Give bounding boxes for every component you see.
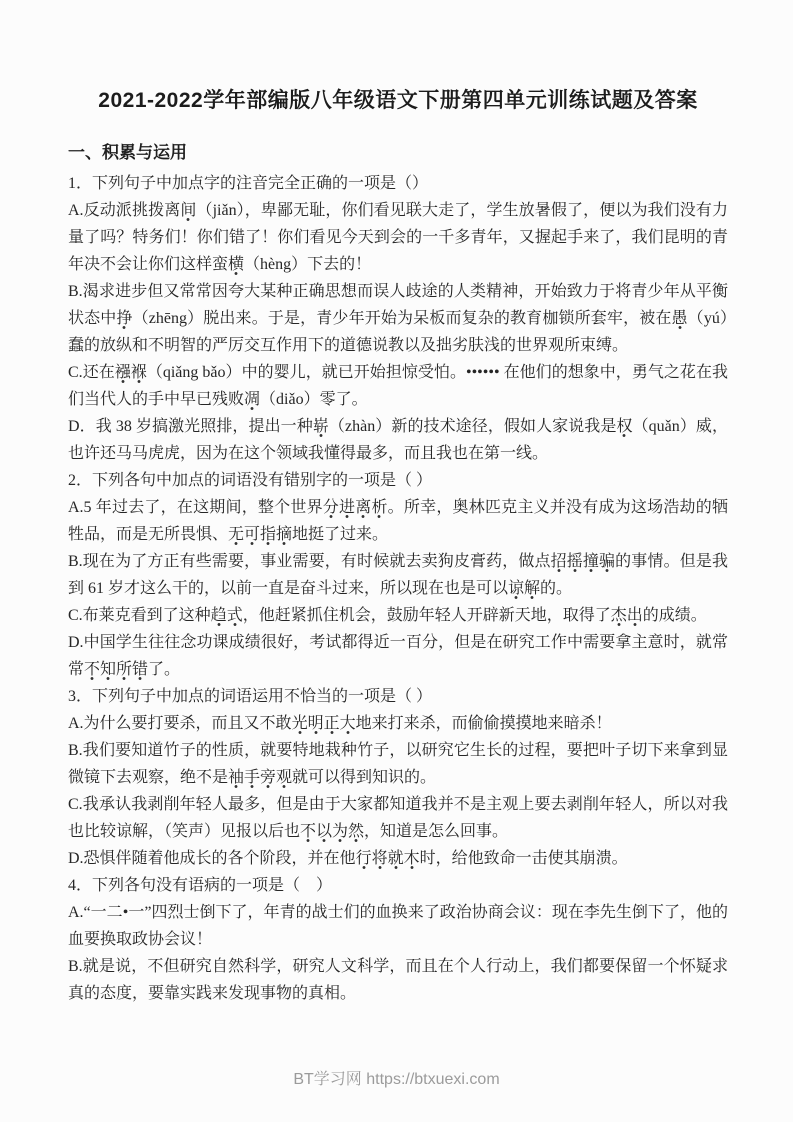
question-2-stem — [68, 467, 728, 494]
emphasized-term: 凋 — [244, 391, 260, 411]
text-run: （zhēng）脱出来。于是，青少年开始为呆板而复杂的教育枷锁所套牢，被在 — [132, 310, 672, 327]
question-1-option-c — [68, 359, 728, 413]
text-run: （quǎn）威，也许还马马虎虎，因为在这个领域我懂得最多，而且我也在第一线。 — [68, 418, 728, 462]
text-run: 。所幸，奥林匹克主义并没有成为这场浩劫的牺牲品，而是无所畏惧、 — [68, 499, 728, 543]
text-run: C.我承认我剥削年轻人最多，但是由于大家都知道我并不是主观上要去剥削年轻人，所以对我也比较谅解，（笑声）见报以后也 — [68, 796, 728, 840]
text-run: A.为什么要打要杀，而且又不敢 — [68, 715, 292, 732]
emphasized-term: 权 — [616, 418, 632, 438]
text-run: 了。 — [148, 661, 181, 678]
question-3-option-d — [68, 845, 728, 872]
question-4-option-a — [68, 899, 728, 953]
emphasized-term: 趋式 — [211, 607, 243, 627]
emphasized-term: 招摇撞骗 — [551, 553, 616, 573]
footer-site-name: BT学习网 — [293, 1071, 362, 1088]
question-3-option-b — [68, 737, 728, 791]
question-2-option-a — [68, 494, 728, 548]
text-run: B.我们要知道竹子的性质，就要特地栽种竹子，以研究它生长的过程，要把叶子切下来拿到显微镜下去观察，绝不是 — [68, 742, 728, 786]
emphasized-term: 间 — [180, 202, 196, 222]
question-3-stem — [68, 683, 728, 710]
footer — [0, 1066, 793, 1089]
text-run: 的成绩。 — [642, 607, 707, 624]
page-title: 2021-2022学年部编版八年级语文下册第四单元训练试题及答案 — [98, 89, 698, 112]
text-run: 时，给他致命一击使其崩溃。 — [419, 850, 628, 867]
emphasized-term: 无可指摘 — [228, 526, 292, 546]
question-list — [68, 170, 728, 1007]
emphasized-term: 光明正大 — [292, 715, 356, 735]
text-run: （jiǎn），卑鄙无耻，你们看见联大走了，学生放暑假了，便以为我们没有力量了吗？特务们！你们错了！你们看见今天到会的一千多青年，又握起手来了，我们昆明的青年决不会让你们这样蛮 — [68, 202, 728, 273]
text-run: 地挺了过来。 — [292, 526, 389, 543]
text-run: A.反动派挑拨离 — [68, 202, 181, 219]
question-2-option-c — [68, 602, 728, 629]
emphasized-term: 横 — [228, 256, 244, 276]
text-run: 的事情。但是我到 61 岁才这么干的，以前一直是奋斗过来，所以现在也是可以 — [68, 553, 728, 597]
question-2-option-b — [68, 548, 728, 602]
question-1-option-a — [68, 197, 728, 278]
text-run: A.5 年过去了，在这期间，整个世界 — [68, 499, 323, 516]
text-run: 2．下列各句中加点的词语没有错别字的一项是（ ） — [68, 472, 433, 489]
text-run: （zhàn）新的技术途径，假如人家说我是 — [328, 418, 617, 435]
text-run: 3．下列句子中加点的词语运用不恰当的一项是（ ） — [68, 688, 433, 705]
text-run: 地来打来杀，而偷偷摸摸地来暗杀！ — [355, 715, 612, 732]
emphasized-term: 崭 — [313, 418, 329, 438]
text-run: B.渴求进步但又常常因夸大某种正确思想而误人歧途的人类精神，开始致力于将青少年从平衡状态中 — [68, 283, 728, 327]
text-run: （qiǎng bǎo）中的婴儿，就已开始担惊受怕。•••••• 在他们的想象中，勇气之花在我们当代人的手中早已残败 — [68, 364, 728, 408]
emphasized-term: 不知所错 — [84, 661, 148, 681]
text-run: A.“一二•一”四烈士倒下了，年青的战士们的血换来了政治协商会议：现在李先生倒下了，他的血要换取政协会议！ — [68, 904, 728, 948]
text-run: C.布莱克看到了这种 — [68, 607, 211, 624]
emphasized-term: 谅解 — [508, 580, 540, 600]
text-run: 就可以得到知识的。 — [292, 769, 437, 786]
emphasized-term: 行将就木 — [356, 850, 420, 870]
text-run: 1．下列句子中加点字的注音完全正确的一项是（） — [68, 175, 429, 192]
question-4-option-b — [68, 953, 728, 1007]
question-1-option-d — [68, 413, 728, 467]
emphasized-term: 不以为然 — [300, 823, 364, 843]
section-heading: 一、积累与运用 — [68, 143, 187, 162]
question-4-stem — [68, 872, 728, 899]
question-3-option-a — [68, 710, 728, 737]
text-run: D．我 38 岁搞激光照排，提出一种 — [68, 418, 313, 435]
text-run: ，他赶紧抓住机会，鼓励年轻人开辟新天地，取得了 — [242, 607, 611, 624]
emphasized-term: 愚 — [672, 310, 688, 330]
emphasized-term: 襁褓 — [115, 364, 147, 384]
text-run: D.恐惧伴随着他成长的各个阶段，并在他 — [68, 850, 356, 867]
emphasized-term: 袖手旁观 — [228, 769, 292, 789]
text-run: 的。 — [540, 580, 573, 597]
text-run: ，知道是怎么回事。 — [364, 823, 509, 840]
question-2-option-d — [68, 629, 728, 683]
text-run: （yú）蠢的放纵和不明智的严厉交互作用下的道德说教以及拙劣肤浅的世界观所束缚。 — [68, 310, 728, 354]
emphasized-term: 杰出 — [611, 607, 643, 627]
text-run: 4．下列各句没有语病的一项是（ ） — [68, 877, 333, 894]
emphasized-term: 分进离析 — [323, 499, 388, 519]
emphasized-term: 挣 — [116, 310, 132, 330]
footer-site-link[interactable]: https://btxuexi.com — [366, 1071, 500, 1088]
text-run: C.还在 — [68, 364, 115, 381]
question-3-option-c — [68, 791, 728, 845]
text-run: （hèng）下去的！ — [244, 256, 372, 273]
question-1-option-b — [68, 278, 728, 359]
text-run: （diǎo）零了。 — [260, 391, 368, 408]
text-run: D.中国学生往往念功课成绩很好，考试都得近一百分，但是在研究工作中需要拿主意时，就常常 — [68, 634, 728, 678]
question-1-stem — [68, 170, 728, 197]
text-run: B.就是说，不但研究自然科学，研究人文科学，而且在个人行动上，我们都要保留一个怀疑求真的态度，要靠实践来发现事物的真相。 — [68, 958, 728, 1002]
text-run: B.现在为了方正有些需要，事业需要，有时候就去卖狗皮膏药，做点 — [68, 553, 551, 570]
